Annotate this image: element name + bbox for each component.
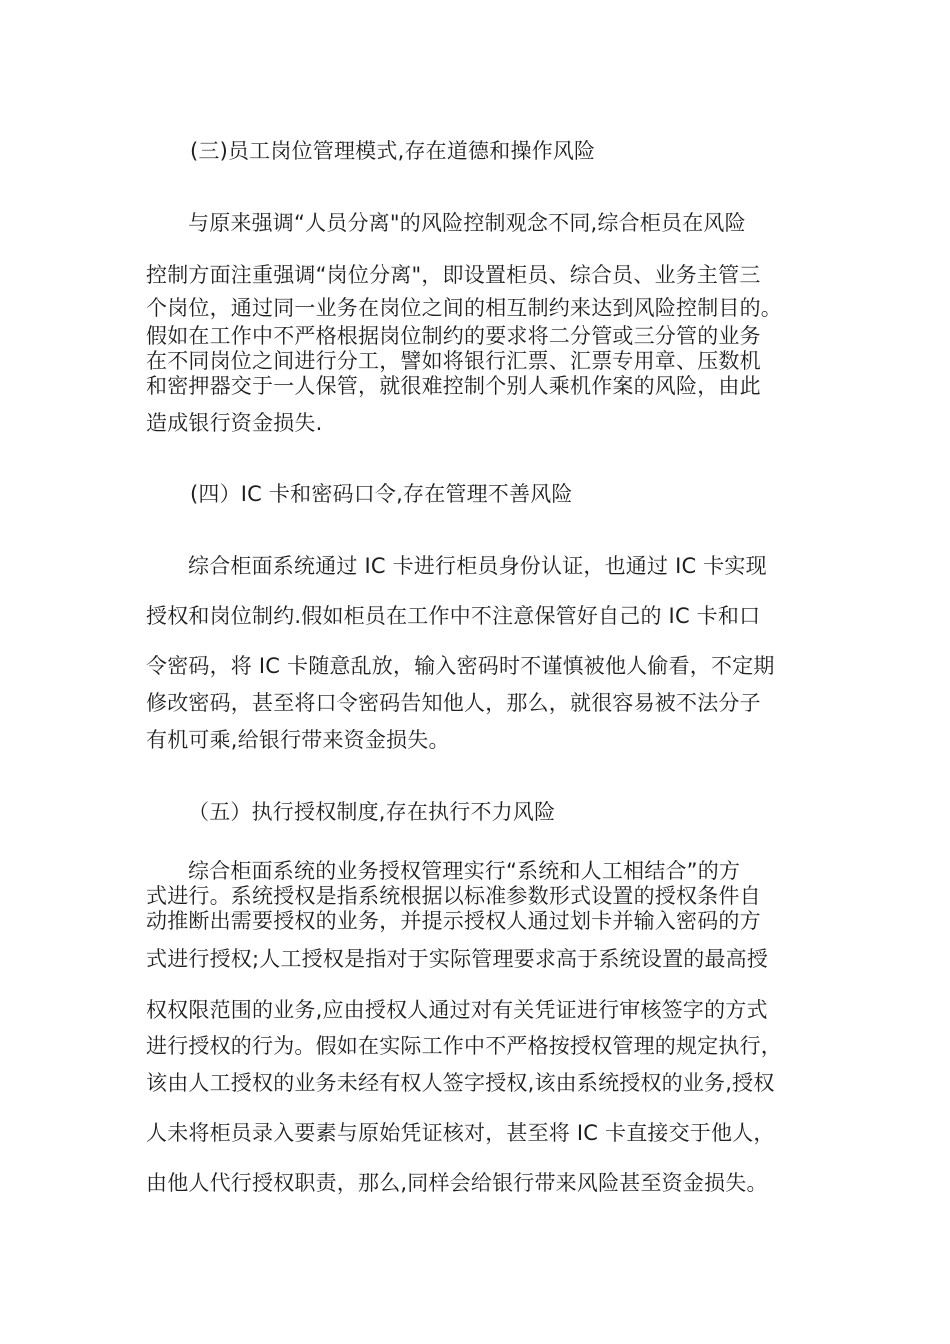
section-3-line-2: 控制方面注重强调“岗位分离"，即设置柜员、综合员、业务主管三: [146, 263, 761, 287]
section-3-line-6: 和密押器交于一人保管，就很难控制个别人乘机作案的风险，由此: [146, 374, 761, 398]
section-3-heading: (三)员工岗位管理模式,存在道德和操作风险: [190, 139, 596, 163]
section-4-line-2: 授权和岗位制约.假如柜员在工作中不注意保管好自己的 IC 卡和口: [146, 604, 761, 628]
section-3-line-4: 假如在工作中不严格根据岗位制约的要求将二分管或三分管的业务: [146, 324, 761, 348]
section-3-line-7: 造成银行资金损失.: [146, 411, 323, 435]
section-4-heading: (四）IC 卡和密码口令,存在管理不善风险: [190, 482, 573, 506]
section-4-line-3: 令密码，将 IC 卡随意乱放，输入密码时不谨慎被他人偷看，不定期: [146, 654, 775, 678]
section-5-line-2: 式进行。系统授权是指系统根据以标准参数形式设置的授权条件自: [146, 884, 761, 908]
section-5-line-6: 进行授权的行为。假如在实际工作中不严格按授权管理的规定执行，: [146, 1034, 782, 1058]
section-3-line-1: 与原来强调“人员分离"的风险控制观念不同,综合柜员在风险: [188, 211, 746, 235]
section-5-line-5: 权权限范围的业务,应由授权人通过对有关凭证进行审核签字的方式: [146, 998, 768, 1022]
section-5-line-4: 式进行授权;人工授权是指对于实际管理要求高于系统设置的最高授: [146, 947, 769, 971]
section-4-line-4: 修改密码，甚至将口令密码告知他人，那么，就很容易被不法分子: [146, 691, 761, 715]
section-5-line-7: 该由人工授权的业务未经有权人签字授权,该由系统授权的业务,授权: [146, 1071, 775, 1095]
section-5-heading: （五）执行授权制度,存在执行不力风险: [188, 800, 556, 824]
section-3-line-5: 在不同岗位之间进行分工，譬如将银行汇票、汇票专用章、压数机: [146, 349, 761, 373]
section-5-line-1: 综合柜面系统的业务授权管理实行“系统和人工相结合”的方: [188, 859, 741, 883]
section-5-line-3: 动推断出需要授权的业务，并提示授权人通过划卡并输入密码的方: [146, 909, 761, 933]
section-4-line-5: 有机可乘,给银行带来资金损失。: [146, 728, 450, 752]
section-4-line-1: 综合柜面系统通过 IC 卡进行柜员身份认证，也通过 IC 卡实现: [188, 554, 767, 578]
section-5-line-9: 由他人代行授权职责，那么,同样会给银行带来风险甚至资金损失。: [146, 1171, 768, 1195]
section-3-line-3: 个岗位，通过同一业务在岗位之间的相互制约来达到风险控制目的。: [146, 296, 782, 320]
section-5-line-8: 人未将柜员录入要素与原始凭证核对，甚至将 IC 卡直接交于他人，: [146, 1121, 775, 1145]
